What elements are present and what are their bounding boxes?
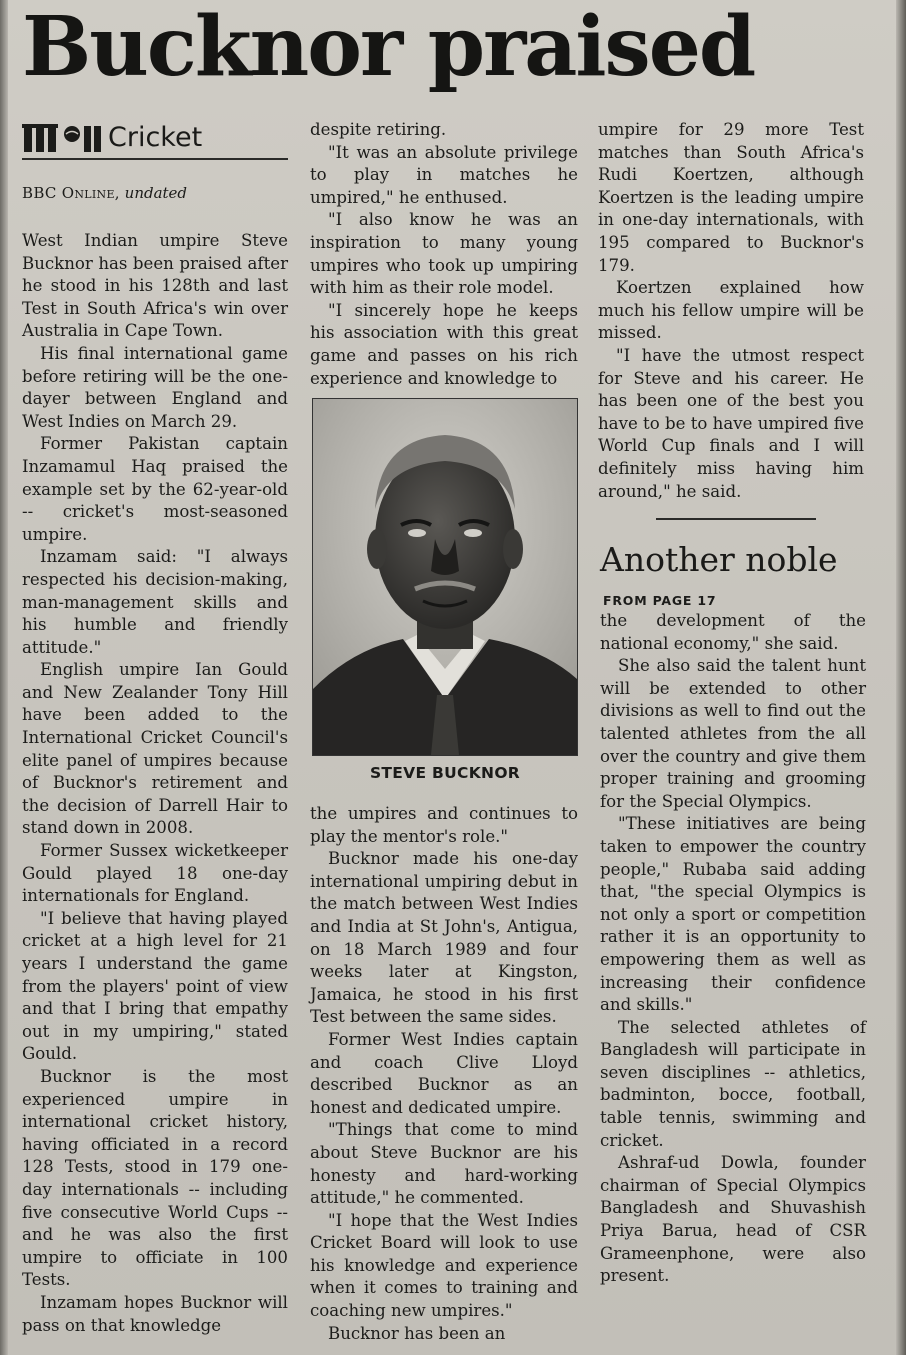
section-name: Cricket bbox=[108, 122, 203, 153]
page-edge-right bbox=[896, 0, 906, 1355]
article-column-2-top bbox=[310, 119, 578, 390]
paragraph: Former West Indies captain and coach Clive Lloyd described Bucknor as an honest and dedicated umpire. bbox=[310, 1029, 578, 1117]
paragraph: "It was an absolute privilege to play in matches he umpired," he enthused. bbox=[310, 142, 578, 207]
paragraph: His final international game before retiring will be the one-dayer between England and West Indies on March 29. bbox=[22, 343, 288, 431]
paragraph: "I sincerely hope he keeps his association with this great game and passes on his rich experience and knowledge to bbox=[310, 300, 578, 388]
article-column-3 bbox=[598, 119, 864, 503]
paragraph: Koertzen explained how much his fellow umpire will be missed. bbox=[598, 278, 864, 343]
headline: Bucknor praised bbox=[22, 0, 755, 95]
paragraph: Inzamam hopes Bucknor will pass on that knowledge bbox=[22, 1292, 288, 1335]
paragraph: Former Pakistan captain Inzamamul Haq praised the example set by the 62-year-old -- cricket's most-seasoned umpire. bbox=[22, 434, 288, 544]
sub-story-headline: Another noble bbox=[600, 540, 838, 579]
paragraph: "Things that come to mind about Steve Bucknor are his honesty and hard-working attitude," he commented. bbox=[310, 1120, 578, 1208]
paragraph: the umpires and continues to play the mentor's role." bbox=[310, 804, 578, 846]
byline bbox=[22, 184, 187, 202]
paragraph: English umpire Ian Gould and New Zealander Tony Hill have been added to the International Cricket Council's elite panel of umpires because of Bucknor's retirement and the decision of Darrell Hair to stand down in 2008. bbox=[22, 660, 288, 838]
paragraph: Ashraf-ud Dowla, founder chairman of Special Olympics Bangladesh and Shuvashish Priya Barua, head of CSR Grameenphone, were also present. bbox=[600, 1153, 866, 1286]
article-column-2-bottom bbox=[310, 803, 578, 1345]
cricket-stumps-icon bbox=[22, 120, 102, 154]
continued-from-label: FROM PAGE 17 bbox=[603, 593, 717, 608]
portrait-image bbox=[313, 399, 577, 755]
paragraph: despite retiring. bbox=[310, 120, 447, 139]
paragraph: Bucknor made his one-day international umpiring debut in the match between West Indies and India at St John's, Antigua, on 18 March 1989 and four weeks later at Kingston, Jamaica, he stood in his first Test between the same sides. bbox=[310, 849, 578, 1027]
paragraph: She also said the talent hunt will be extended to other divisions as well to find out the talented athletes from the all over the country and give them proper training and grooming for the Special Olympics. bbox=[600, 656, 866, 811]
paragraph: Bucknor is the most experienced umpire in international cricket history, having officiated in a record 128 Tests, stood in 179 one-day internationals -- including five consecutive World Cups -- and he was also the first umpire to officiate in 100 Tests. bbox=[22, 1066, 288, 1290]
byline-source: BBC Online, bbox=[22, 184, 120, 202]
page-edge-left bbox=[0, 0, 8, 1355]
paragraph: Bucknor has been an bbox=[328, 1323, 506, 1343]
byline-date: undated bbox=[124, 184, 188, 202]
paragraph: "I hope that the West Indies Cricket Board will look to use his knowledge and experience when it comes to training and coaching new umpires." bbox=[310, 1210, 578, 1321]
story-divider bbox=[656, 518, 816, 520]
paragraph: the development of the national economy," she said. bbox=[600, 611, 866, 653]
article-column-1 bbox=[22, 230, 288, 1337]
paragraph: "These initiatives are being taken to empower the country people," Rubaba said adding that, "the special Olympics is not only a sport or competition rather it is an opportunity to empowering them as well as increasing their confidence and skills." bbox=[600, 814, 866, 1015]
sub-story-column bbox=[600, 610, 866, 1288]
paragraph: "I have the utmost respect for Steve and his career. He has been one of the best you have to be to have umpired five World Cup finals and I will definitely miss having him around," he said. bbox=[598, 345, 864, 501]
paragraph: "I also know he was an inspiration to many young umpires who took up umpiring with him as their role model. bbox=[310, 210, 578, 298]
photo-caption: STEVE BUCKNOR bbox=[369, 764, 521, 782]
section-rule bbox=[22, 158, 288, 160]
paragraph: Inzamam said: "I always respected his decision-making, man-management skills and his humble and friendly attitude." bbox=[22, 547, 288, 657]
paragraph: "I believe that having played cricket at a high level for 21 years I understand the game from the players' point of view and that I bring that empathy out in my umpiring," stated Gould. bbox=[22, 908, 288, 1064]
paragraph: West Indian umpire Steve Bucknor has been praised after he stood in his 128th and last Test in South Africa's win over Australia in Cape Town. bbox=[22, 231, 288, 341]
portrait-photo bbox=[312, 398, 578, 756]
paragraph: The selected athletes of Bangladesh will participate in seven disciplines -- athletics, badminton, bocce, football, table tennis, swimming and cricket. bbox=[600, 1017, 866, 1150]
paragraph: Former Sussex wicketkeeper Gould played 18 one-day internationals for England. bbox=[22, 841, 288, 906]
section-label bbox=[22, 114, 288, 162]
paragraph: umpire for 29 more Test matches than South Africa's Rudi Koertzen, although Koertzen is the leading umpire in one-day internationals, with 195 compared to Bucknor's 179. bbox=[598, 120, 864, 275]
